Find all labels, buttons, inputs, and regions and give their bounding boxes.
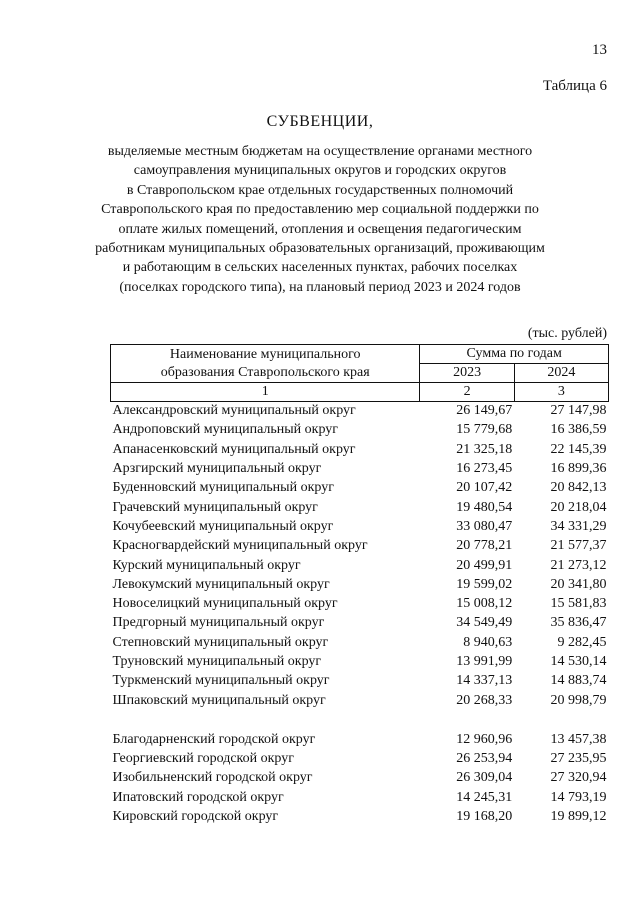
municipality-name-cell: Предгорный муниципальный округ <box>112 615 325 631</box>
units-label: (тыс. рублей) <box>527 326 607 341</box>
title-line: работникам муниципальных образовательных организаций, проживающим <box>95 241 545 257</box>
value-2024-cell: 15 581,83 <box>550 596 607 612</box>
title-line: самоуправления муниципальных округов и городских округов <box>133 163 507 179</box>
table-row <box>111 769 609 788</box>
table-row <box>111 459 609 478</box>
value-2023-cell: 14 245,31 <box>456 789 513 805</box>
table-row <box>111 479 609 498</box>
header-column-number: 2 <box>420 383 514 402</box>
value-2024-cell: 20 218,04 <box>550 499 607 515</box>
header-sum-by-years: Сумма по годам <box>420 345 609 364</box>
table-row <box>111 730 609 749</box>
title-description <box>0 142 640 297</box>
value-2024-cell: 14 883,74 <box>550 673 607 689</box>
header-column-number: 1 <box>111 383 420 402</box>
municipality-name-cell: Георгиевский городской округ <box>112 751 294 767</box>
value-2024-cell: 21 273,12 <box>550 557 607 573</box>
municipality-name-cell: Левокумский муниципальный округ <box>112 576 330 592</box>
value-2024-cell: 20 341,80 <box>550 576 607 592</box>
group-separator <box>111 710 609 730</box>
table-row <box>111 788 609 807</box>
header-year-2024: 2024 <box>514 364 608 383</box>
table-row <box>111 594 609 613</box>
table-row <box>111 517 609 536</box>
municipality-name-cell: Курский муниципальный округ <box>112 557 301 573</box>
header-name-line: Наименование муниципального <box>169 346 361 362</box>
value-2024-cell: 22 145,39 <box>550 441 607 457</box>
title-main: СУБВЕНЦИИ, <box>266 113 374 130</box>
table-header <box>111 345 609 402</box>
document-title <box>0 112 640 297</box>
municipality-name-cell: Кочубеевский муниципальный округ <box>112 518 334 534</box>
value-2023-cell: 33 080,47 <box>456 518 513 534</box>
value-2023-cell: 19 599,02 <box>456 576 513 592</box>
value-2024-cell: 27 147,98 <box>550 403 607 419</box>
value-2024-cell: 20 998,79 <box>550 692 607 708</box>
value-2023-cell: 14 337,13 <box>456 673 513 689</box>
value-2023-cell: 20 107,42 <box>456 480 513 496</box>
title-line: и работающим в сельских населенных пунктах, рабочих поселках <box>122 260 518 276</box>
municipality-name-cell: Благодарненский городской округ <box>112 731 316 747</box>
municipality-name-cell: Кировский городской округ <box>112 809 279 825</box>
value-2024-cell: 20 842,13 <box>550 480 607 496</box>
municipality-name-cell: Андроповский муниципальный округ <box>112 422 339 438</box>
value-2024-cell: 9 282,45 <box>557 634 607 650</box>
table-row <box>111 537 609 556</box>
municipality-name-cell: Апанасенковский муниципальный округ <box>112 441 356 457</box>
title-line: выделяемые местным бюджетам на осуществление органами местного <box>107 144 533 159</box>
value-2023-cell: 19 168,20 <box>456 809 513 825</box>
municipality-name-cell: Новоселицкий муниципальный округ <box>112 596 338 612</box>
value-2024-cell: 35 836,47 <box>550 615 607 631</box>
header-name-line: образования Ставропольского края <box>160 364 370 380</box>
table-row <box>111 750 609 769</box>
title-line: Ставропольского края по предоставлению мер социальной поддержки по <box>101 202 539 218</box>
value-2024-cell: 16 899,36 <box>550 461 607 477</box>
value-2024-cell: 27 235,95 <box>550 751 607 767</box>
separator-cell <box>111 710 609 730</box>
value-2024-cell: 16 386,59 <box>550 422 607 438</box>
value-2023-cell: 20 778,21 <box>456 538 513 554</box>
municipality-name-cell: Арзгирский муниципальный округ <box>112 461 322 477</box>
value-2023-cell: 26 309,04 <box>456 770 513 786</box>
value-2023-cell: 13 991,99 <box>456 654 513 669</box>
table-row <box>111 498 609 517</box>
table-row <box>111 575 609 594</box>
table-row <box>111 691 609 710</box>
subsidies-table <box>110 344 609 827</box>
value-2024-cell: 34 331,29 <box>550 518 607 534</box>
table-row <box>111 402 609 421</box>
municipality-name-cell: Красногвардейский муниципальный округ <box>112 538 368 554</box>
municipality-name-cell: Труновский муниципальный округ <box>112 654 322 669</box>
header-column-number: 3 <box>514 383 608 402</box>
table-row <box>111 652 609 671</box>
value-2023-cell: 15 008,12 <box>456 596 513 612</box>
header-municipality-name <box>111 345 420 383</box>
value-2024-cell: 19 899,12 <box>550 809 607 825</box>
municipality-name-cell: Степновский муниципальный округ <box>112 634 329 650</box>
value-2023-cell: 12 960,96 <box>456 731 513 747</box>
value-2023-cell: 21 325,18 <box>456 441 513 457</box>
value-2023-cell: 8 940,63 <box>463 634 513 650</box>
municipality-name-cell: Шпаковский муниципальный округ <box>112 692 326 708</box>
value-2024-cell: 21 577,37 <box>550 538 607 554</box>
value-2023-cell: 20 268,33 <box>456 692 513 708</box>
title-line: в Ставропольском крае отдельных государственных полномочий <box>126 182 514 198</box>
municipality-name-cell: Александровский муниципальный округ <box>112 403 356 419</box>
table-row <box>111 556 609 575</box>
table-row <box>111 807 609 826</box>
municipality-name-cell: Грачевский муниципальный округ <box>112 499 318 515</box>
value-2023-cell: 34 549,49 <box>456 615 513 631</box>
table-body <box>111 402 609 827</box>
page-number: 13 <box>592 42 607 58</box>
municipality-name-cell: Буденновский муниципальный округ <box>112 480 334 496</box>
value-2024-cell: 14 530,14 <box>550 654 607 669</box>
title-line: (поселках городского типа), на плановый период 2023 и 2024 годов <box>119 279 521 295</box>
value-2023-cell: 16 273,45 <box>456 461 513 477</box>
municipality-name-cell: Изобильненский городской округ <box>112 770 313 786</box>
table-label: Таблица 6 <box>542 78 607 94</box>
value-2023-cell: 20 499,91 <box>456 557 513 573</box>
value-2024-cell: 27 320,94 <box>550 770 607 786</box>
value-2023-cell: 19 480,54 <box>456 499 513 515</box>
value-2024-cell: 13 457,38 <box>550 731 607 747</box>
value-2023-cell: 26 149,67 <box>456 403 513 419</box>
value-2023-cell: 15 779,68 <box>456 422 513 438</box>
municipality-name-cell: Ипатовский городской округ <box>112 789 284 805</box>
value-2024-cell: 14 793,19 <box>550 789 607 805</box>
title-line: оплате жилых помещений, отопления и освещения педагогическим <box>118 221 522 237</box>
value-2023-cell: 26 253,94 <box>456 751 513 767</box>
table-row <box>111 672 609 691</box>
table-row <box>111 614 609 633</box>
table-row <box>111 440 609 459</box>
header-year-2023: 2023 <box>420 364 514 383</box>
table-row <box>111 421 609 440</box>
table-row <box>111 633 609 652</box>
municipality-name-cell: Туркменский муниципальный округ <box>112 673 330 689</box>
